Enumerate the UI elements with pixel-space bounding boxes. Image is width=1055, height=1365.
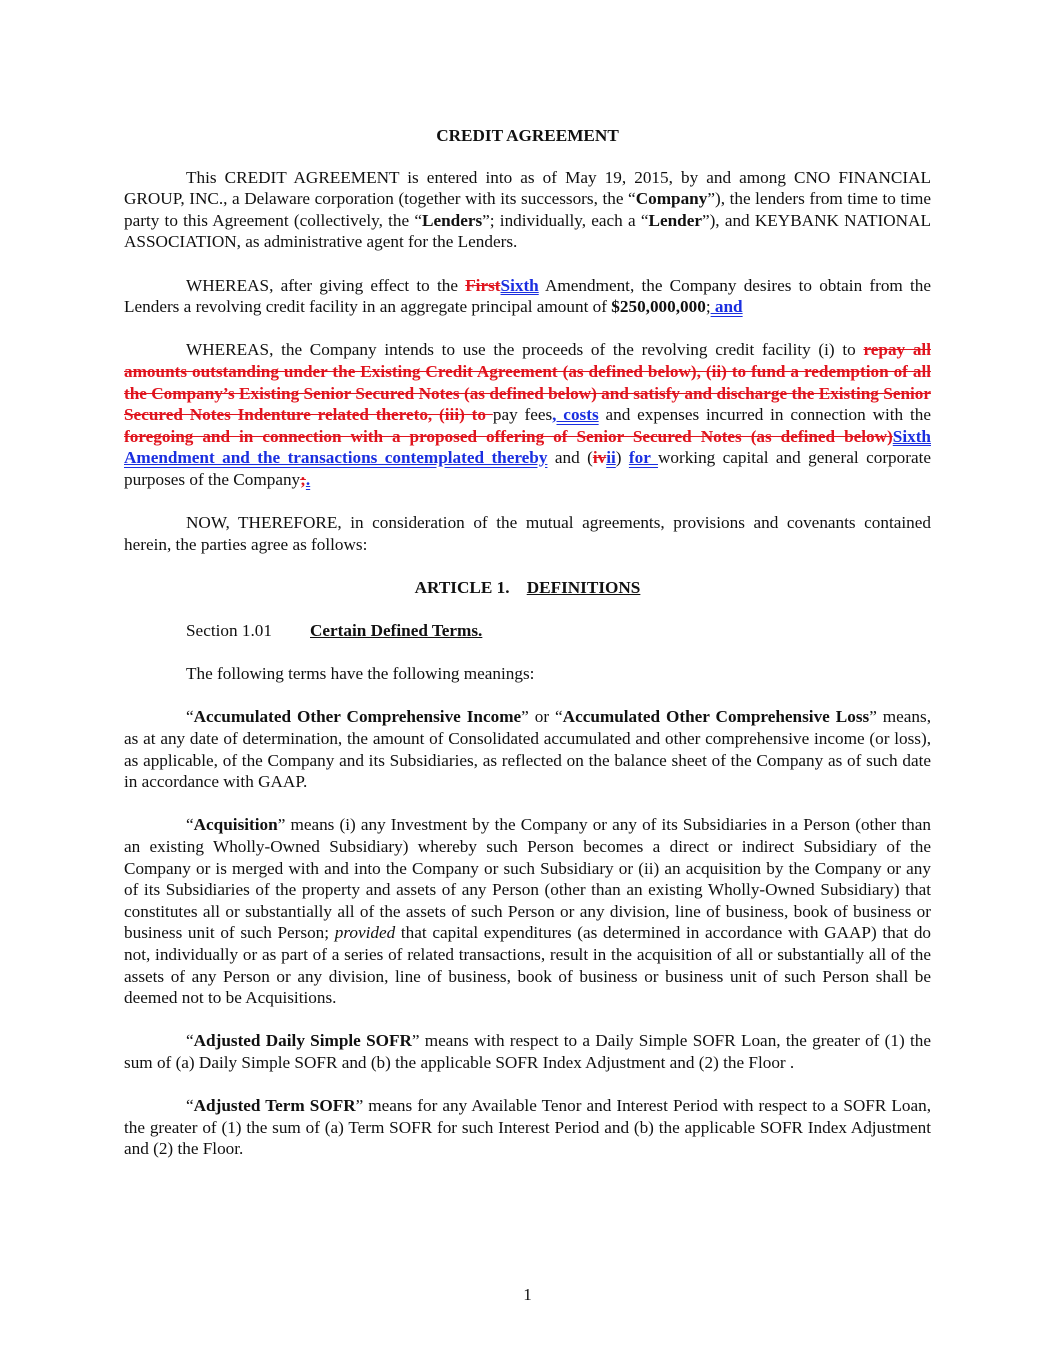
deleted-text: First — [465, 275, 501, 295]
inserted-text: for — [628, 448, 658, 468]
italic-proviso: provided — [334, 923, 396, 943]
deleted-text: foregoing and in connection with a proposed offering of Senior Secured Notes (as defined below) — [124, 426, 893, 446]
intro-text: ”; individually, each a “ — [482, 210, 649, 230]
section-heading — [124, 620, 931, 642]
deleted-text: iv — [592, 448, 607, 468]
intro-text: This CREDIT AGREEMENT is entered into as of May 19, 2015, by and among CNO FINANCIAL GROUP, INC., a Delaware corporation (together with its successors, the “ — [124, 167, 931, 209]
whereas-text: and expenses incurred in connection with the — [598, 405, 931, 425]
defined-term: Adjusted Daily Simple SOFR — [193, 1031, 412, 1051]
article-number: ARTICLE 1. — [414, 577, 510, 597]
definition-text: ” or “ — [521, 707, 563, 727]
whereas-text: ; — [705, 297, 711, 317]
defined-term: Adjusted Term SOFR — [193, 1096, 356, 1116]
definition-text: ” means (i) any Investment by the Company or any of its Subsidiaries in a Person (other than an existing Wholly-Owned Subsidiary) whereby such Person becomes a direct or indirect Subsidiary of the Company or is merged with and into the Company or such Subsidiary or (ii) an acquisition by the Company or any of its Subsidiaries of the property and assets of any Person (other than an existing Wholly-Owned Subsidiary) that constitutes all or substantially all of the assets of such Person or any division, line of business, book of business or business unit of such Person; — [124, 815, 931, 943]
defined-term: Acquisition — [193, 815, 278, 835]
quote-mark: “ — [186, 707, 194, 727]
whereas-text: and ( — [547, 448, 593, 468]
whereas-paragraph-2 — [124, 339, 931, 490]
document-body — [124, 125, 931, 1182]
definition-text: ” means, as at any date of determination, the amount of Consolidated accumulated and other comprehensive income (or loss), as applicable, of the Company and its Subsidiaries, as reflected on the balance sheet of the Company as of such date in accordance with GAAP. — [124, 707, 931, 792]
defined-term: Accumulated Other Comprehensive Loss — [562, 707, 870, 727]
intro-text: ”), and KEYBANK NATIONAL ASSOCIATION, as administrative agent for the Lenders. — [124, 210, 932, 252]
section-title: Certain Defined Terms. — [310, 621, 483, 641]
article-heading — [124, 577, 931, 599]
whereas-paragraph-1 — [124, 275, 931, 318]
whereas-text: working capital and general corporate purposes of the Company — [124, 448, 931, 489]
definition-adjusted-daily-simple-sofr — [124, 1030, 931, 1073]
intro-paragraph — [124, 167, 931, 253]
definition-text: ” means with respect to a Daily Simple SOFR Loan, the greater of (1) the sum of (a) Daily Simple SOFR and (b) the applicable SOFR Index Adjustment and (2) the Floor . — [124, 1031, 931, 1072]
definition-text: ” means for any Available Tenor and Interest Period with respect to a SOFR Loan, the greater of (1) the sum of (a) Term SOFR for such Interest Period and (b) the applicable SOFR Index Adjustment and (2) the Floor. — [124, 1096, 932, 1159]
quote-mark: “ — [186, 815, 194, 835]
inserted-text: Sixth Amendment and the transactions contemplated thereby — [124, 426, 931, 468]
definitions-intro: The following terms have the following meanings: — [186, 664, 535, 684]
inserted-text: and — [710, 297, 743, 317]
term-lender: Lender — [648, 210, 702, 230]
whereas-text: pay fees — [492, 405, 553, 425]
inserted-text: . — [305, 469, 311, 489]
section-number: Section 1.01 — [186, 621, 272, 641]
term-company: Company — [635, 189, 708, 209]
document-title: CREDIT AGREEMENT — [436, 126, 619, 145]
whereas-text: ) — [615, 448, 629, 468]
definition-acquisition — [124, 814, 931, 1008]
inserted-text: Sixth — [500, 275, 539, 295]
definition-adjusted-term-sofr — [124, 1095, 931, 1160]
article-title: DEFINITIONS — [526, 577, 641, 597]
definition-text: that capital expenditures (as determined in accordance with GAAP) that do not, individually or as part of a series of related transactions, result in the acquisition of all or substantially all of the assets of any Person or any division, line of business, book of business or business unit of such Person shall be deemed not to be Acquisitions. — [124, 923, 932, 1008]
whereas-text: WHEREAS, the Company intends to use the proceeds of the revolving credit facility (i) to — [186, 340, 864, 360]
now-therefore-paragraph: NOW, THEREFORE, in consideration of the mutual agreements, provisions and covenants contained herein, the parties agree as follows: — [124, 513, 931, 554]
term-lenders: Lenders — [422, 210, 483, 230]
facility-amount: $250,000,000 — [611, 297, 706, 317]
inserted-text: ii — [606, 448, 616, 468]
quote-mark: “ — [186, 1031, 194, 1051]
deleted-text: ; — [300, 469, 306, 489]
whereas-text: WHEREAS, after giving effect to the — [186, 275, 466, 295]
defined-term: Accumulated Other Comprehensive Income — [193, 707, 522, 727]
deleted-text: repay all amounts outstanding under the Existing Credit Agreement (as defined below), (ii) to fund a redemption of all the Company’s Existing Senior Secured Notes (as defined below) and satisfy and discharge the Existing Senior Secured Notes Indenture related thereto, (iii) to — [124, 340, 931, 425]
whereas-text: Amendment, the Company desires to obtain from the Lenders a revolving credit facility in an aggregate principal amount of — [124, 275, 931, 317]
quote-mark: “ — [186, 1096, 194, 1116]
inserted-text: , costs — [552, 405, 599, 425]
page-number: 1 — [523, 1285, 532, 1304]
definition-aoci — [124, 706, 931, 792]
intro-text: ”), the lenders from time to time party to this Agreement (collectively, the “ — [124, 189, 932, 230]
